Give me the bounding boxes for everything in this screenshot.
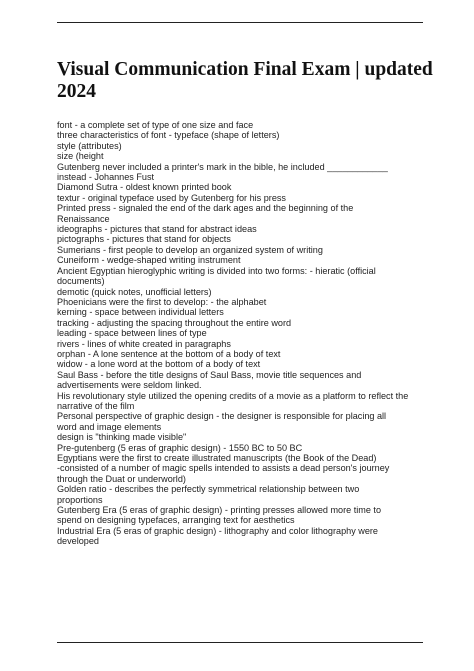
text-line: textur - original typeface used by Gutenberg for his press (57, 192, 286, 203)
text-line: His revolutionary style utilized the opening credits of a movie as a platform to reflect the (57, 390, 409, 401)
text-line: Phoenicians were the first to develop: - the alphabet (57, 296, 267, 307)
text-line: size (height (57, 151, 104, 162)
text-line: Egyptians were the first to create illustrated manuscripts (the Book of the Dead) (57, 453, 377, 463)
text-line: style (attributes) (57, 140, 122, 151)
text-line: Personal perspective of graphic design - the designer is responsible for placing all (57, 411, 387, 422)
text-line: Ancient Egyptian hieroglyphic writing is divided into two forms: - hieratic (official (57, 265, 376, 276)
top-divider (57, 22, 423, 23)
text-line: through the Duat or underworld) (57, 473, 186, 484)
text-line: Pre-gutenberg (5 eras of graphic design) - 1550 BC to 50 BC (57, 442, 303, 453)
text-line: -consisted of a number of magic spells intended to assists a dead person's journey (57, 463, 390, 474)
text-line: Gutenberg never included a printer's mark in the bible, he included ____________ (57, 161, 388, 172)
text-line: Saul Bass - before the title designs of Saul Bass, movie title sequences and (57, 369, 362, 380)
page-title (57, 59, 437, 103)
text-line: word and image elements (57, 421, 162, 432)
title-line-1: Visual Communication Final Exam | updated (57, 59, 433, 80)
text-line: three characteristics of font - typeface (shape of letters) (57, 130, 280, 141)
text-line: Industrial Era (5 eras of graphic design) - lithography and color lithography were (57, 525, 378, 536)
text-line: Renaissance (57, 213, 110, 224)
text-line: tracking - adjusting the spacing throughout the entire word (57, 317, 292, 328)
text-line: proportions (57, 494, 103, 505)
text-line: Sumerians - first people to develop an organized system of writing (57, 244, 323, 255)
bottom-divider (57, 642, 423, 643)
text-line: developed (57, 536, 99, 547)
text-line: rivers - lines of white created in paragraphs (57, 338, 231, 349)
text-line: narrative of the film (57, 400, 135, 411)
text-line: documents) (57, 276, 105, 287)
text-line: Cuneiform - wedge-shaped writing instrument (57, 255, 241, 266)
text-line: kerning - space between individual letters (57, 307, 224, 318)
text-line: leading - space between lines of type (57, 328, 207, 339)
text-line: orphan - A lone sentence at the bottom of a body of text (57, 348, 281, 359)
text-line: advertisements were seldom linked. (57, 380, 202, 391)
text-line: Golden ratio - describes the perfectly symmetrical relationship between two (57, 484, 360, 495)
text-line: Diamond Sutra - oldest known printed book (57, 182, 232, 193)
text-line: spend on designing typefaces, arranging text for aesthetics (57, 515, 295, 526)
text-line: Gutenberg Era (5 eras of graphic design) - printing presses allowed more time to (57, 505, 381, 516)
text-line: design is "thinking made visible" (57, 432, 187, 443)
text-line: demotic (quick notes, unofficial letters) (57, 286, 212, 297)
title-line-2: 2024 (57, 81, 96, 102)
text-line: ideographs - pictures that stand for abstract ideas (57, 224, 257, 235)
text-line: Printed press - signaled the end of the dark ages and the beginning of the (57, 203, 354, 214)
text-line: font - a complete set of type of one size and face (57, 120, 254, 130)
document-body (57, 120, 422, 547)
text-line: widow - a lone word at the bottom of a body of text (57, 359, 261, 370)
text-line: instead - Johannes Fust (57, 172, 155, 183)
text-line: pictographs - pictures that stand for objects (57, 234, 231, 245)
